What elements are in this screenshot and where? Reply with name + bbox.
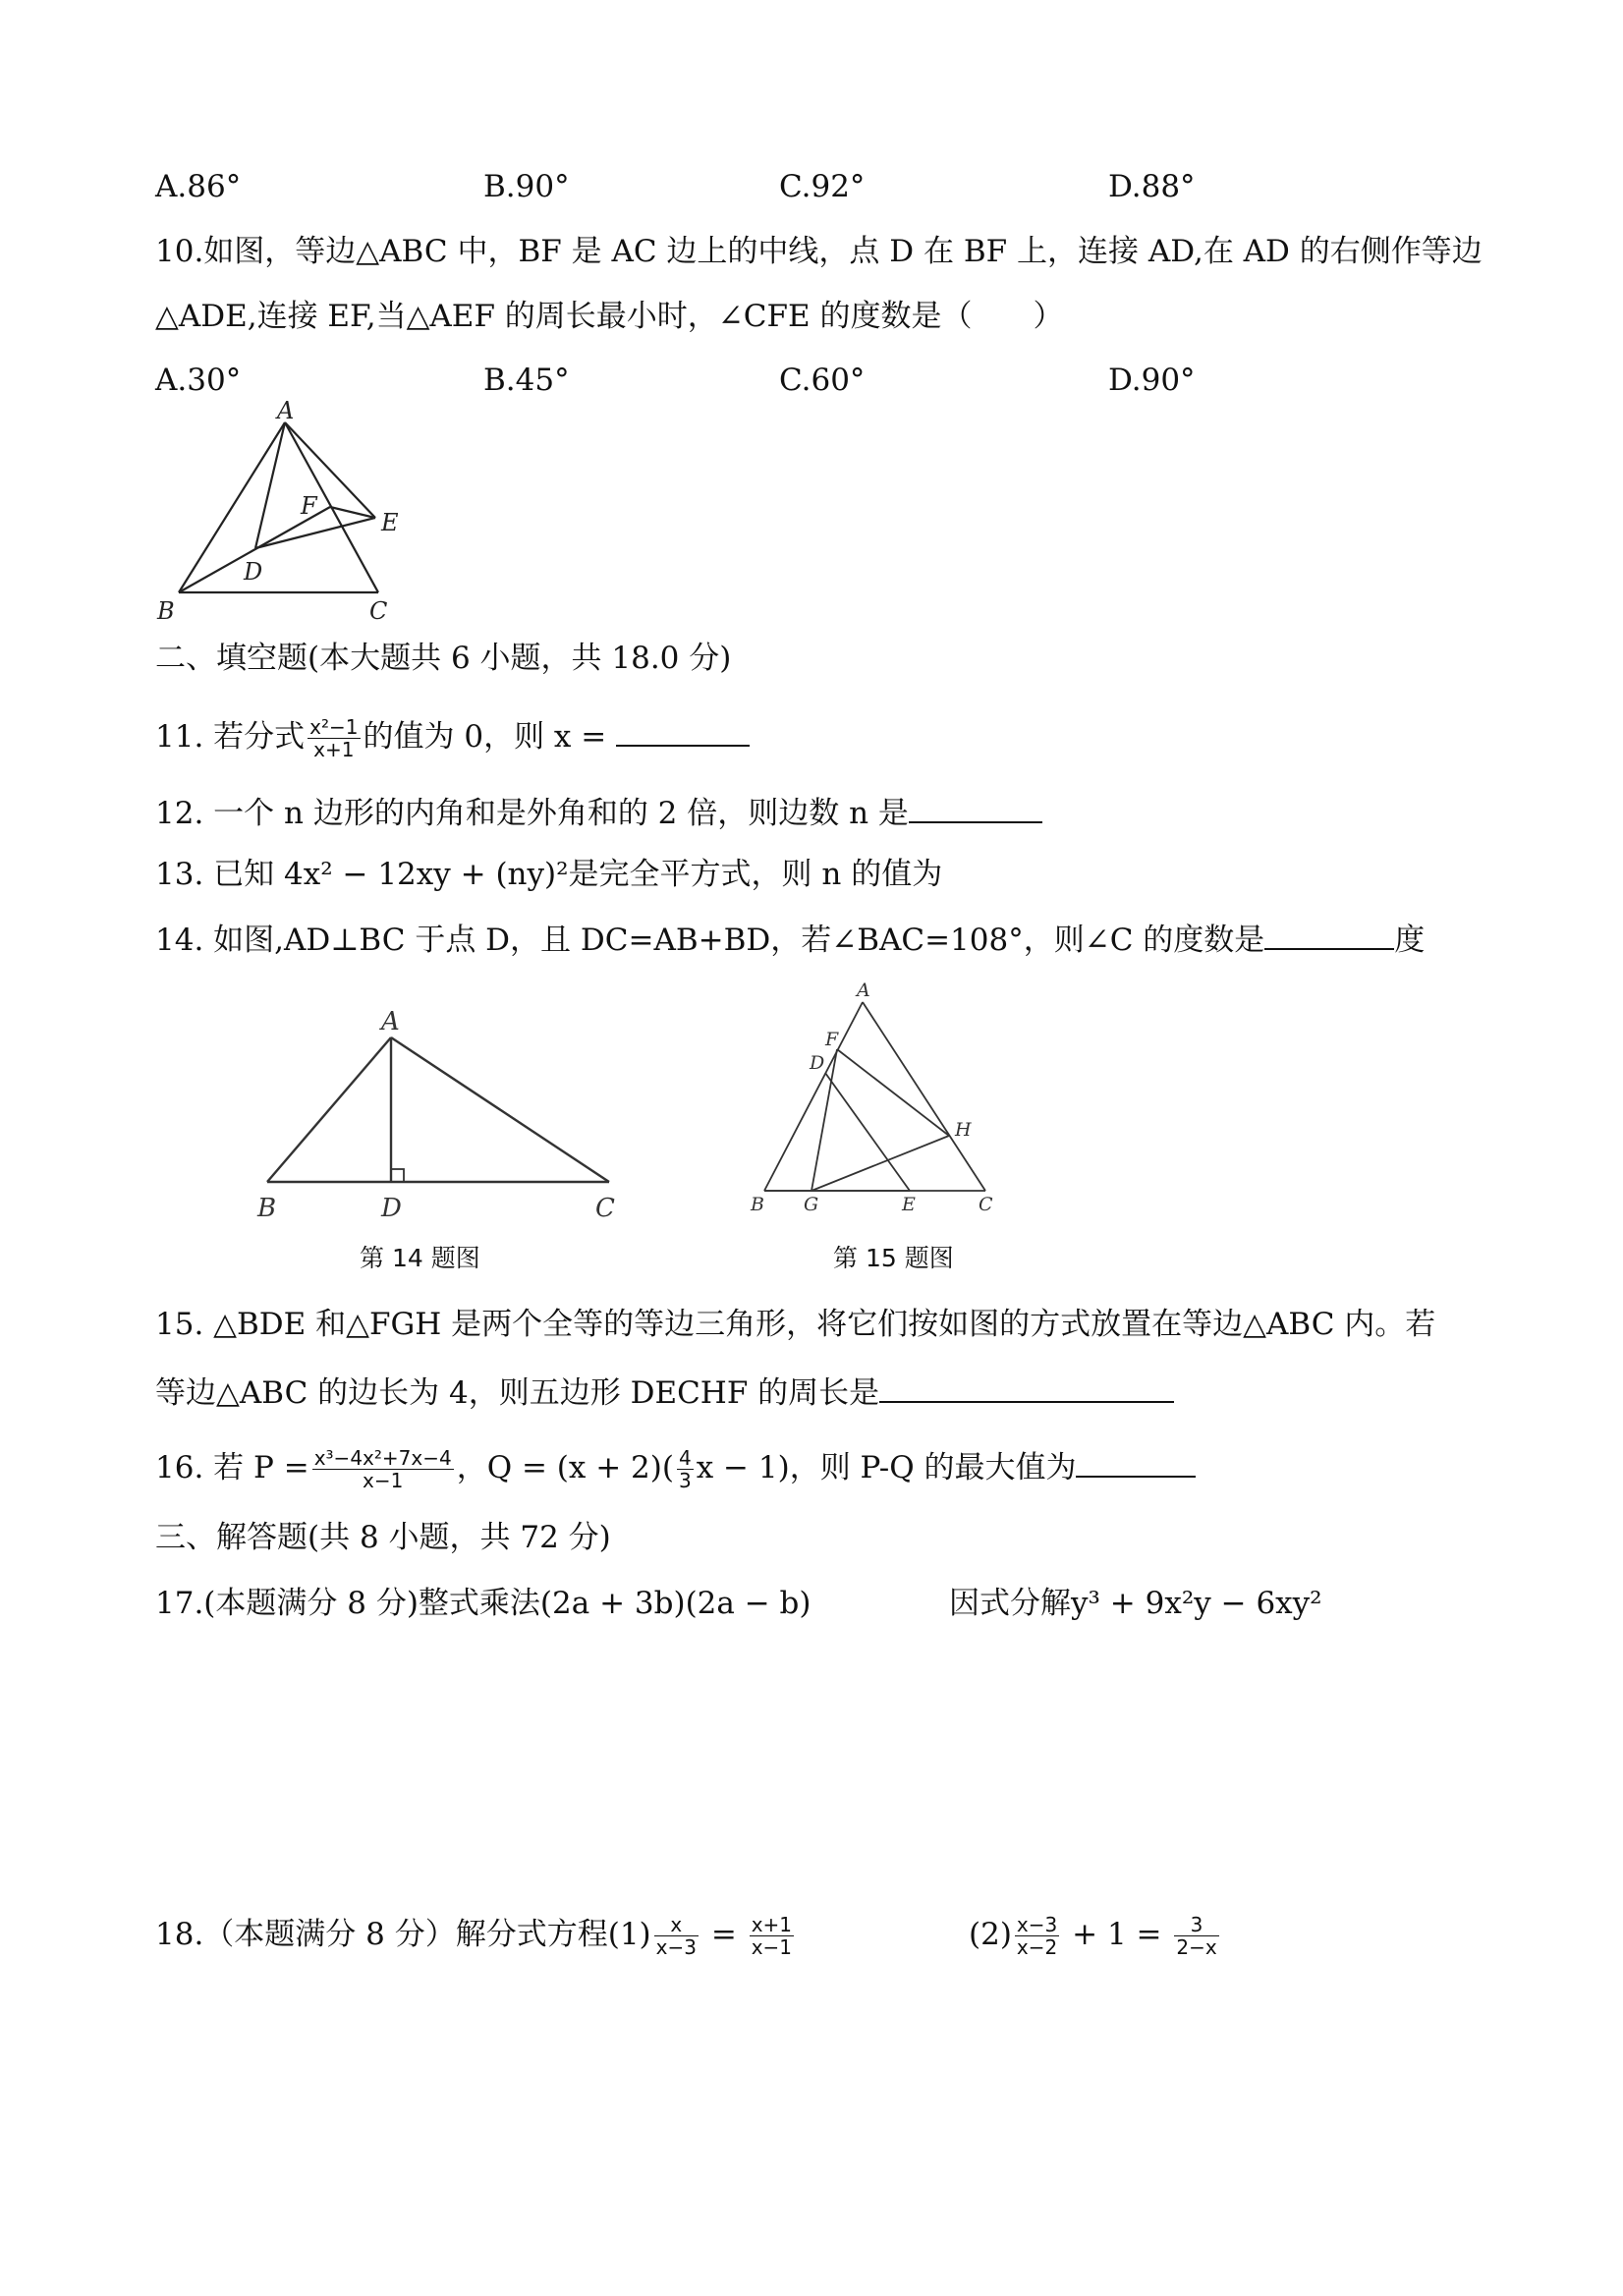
label-d: D [810,1052,825,1074]
q16-q-fraction [677,1447,694,1491]
label-a: A [381,1007,400,1036]
q11-fraction [308,716,360,760]
q16-prefix: 16. 若 P = [155,1450,309,1485]
label-c: C [595,1194,615,1223]
label-b: B [157,597,175,625]
q18-part-2 [969,1914,1222,1958]
right-angle-mark [391,1169,404,1182]
segment-ab [764,1002,863,1191]
q9-option-b: B.90° [483,169,570,204]
q11-answer-blank[interactable] [616,715,750,747]
q11-numerator: x²−1 [309,715,359,739]
q10-text-line1: 10.如图，等边△ABC 中，BF 是 AC 边上的中线，点 D 在 BF 上，连接 AD,在 AD 的右侧作等边 [155,234,1483,269]
q15 [155,1372,1174,1413]
label-b: B [257,1194,277,1223]
q18-eq1-equals: = [710,1917,737,1952]
q18-eq1-right-denominator: x−1 [751,1935,793,1959]
q15-text-line1: 15. △BDE 和△FGH 是两个全等的等边三角形，将它们按如图的方式放置在等边△ABC 内。若 [155,1307,1436,1342]
figure-15-caption: 第 15 题图 [833,1244,954,1272]
q13-text: 13. 已知 4x² − 12xy + (ny)²是完全平方式，则 n 的值为 [155,857,943,892]
q16-p-numerator: x³−4x²+7x−4 [313,1446,452,1470]
q18-part-2-label: (2) [969,1917,1012,1952]
segment-de [825,1073,910,1191]
label-b: B [751,1194,764,1215]
label-d: D [244,558,263,586]
q16-after: x − 1)，则 P-Q 的最大值为 [696,1450,1077,1485]
section-3-heading: 三、解答题(共 8 小题，共 72 分) [155,1520,611,1555]
q18-eq1-left-numerator: x [654,1914,699,1936]
label-e: E [902,1194,916,1215]
q16-p-fraction [312,1447,454,1491]
label-h: H [955,1119,972,1141]
segment-ac [391,1037,609,1182]
segment-gh [812,1136,949,1191]
q18-eq2-right-numerator: 3 [1174,1914,1218,1936]
q14-suffix: 度 [1394,923,1426,958]
q17-part-1: 17.(本题满分 8 分)整式乘法(2a + 3b)(2a − b) [155,1586,812,1621]
q10-option-c: C.60° [779,363,866,398]
q14 [155,919,1425,960]
segment-fh [837,1049,949,1136]
q18-eq1-left-fraction [654,1914,699,1958]
label-f: F [825,1029,839,1050]
q18-eq2-right-fraction [1174,1914,1218,1958]
q16 [155,1446,1196,1491]
q18-eq2-left-fraction [1015,1914,1059,1958]
q10-option-b: B.45° [483,363,570,398]
segment-ab [267,1037,391,1182]
q9-option-d: D.88° [1108,169,1196,204]
q11-denominator: x+1 [313,738,355,761]
q14-text: 14. 如图,AD⊥BC 于点 D，且 DC=AB+BD，若∠BAC=108°，则∠C 的度数是 [155,923,1265,958]
label-e: E [381,509,399,536]
label-a: A [277,397,295,424]
section-2-heading: 二、填空题(本大题共 6 小题，共 18.0 分) [155,641,732,676]
q18-eq2-left-denominator: x−2 [1016,1935,1058,1959]
q18-eq2-left-numerator: x−3 [1016,1913,1058,1936]
q17-part-2: 因式分解y³ + 9x²y − 6xy² [949,1586,1322,1621]
q18-prefix: 18.（本题满分 8 分）解分式方程(1) [155,1917,651,1952]
q10-option-a: A.30° [155,363,242,398]
q15-answer-blank[interactable] [879,1372,1174,1403]
q16-p-denominator: x−1 [363,1469,404,1492]
segment-ab [179,422,285,592]
label-c: C [979,1194,993,1215]
q10-text-line2: △ADE,连接 EF,当△AEF 的周长最小时，∠CFE 的度数是（ ） [155,299,1064,334]
segment-de [255,518,375,548]
q12-text: 12. 一个 n 边形的内角和是外角和的 2 倍，则边数 n 是 [155,796,909,831]
q14-answer-blank[interactable] [1264,919,1394,950]
q18-eq1-right-numerator: x+1 [751,1913,793,1936]
q16-mid: ，Q = (x + 2)( [456,1450,674,1485]
label-d: D [381,1194,402,1223]
q18-eq1-left-denominator: x−3 [655,1935,697,1959]
figure-14-caption: 第 14 题图 [360,1244,480,1272]
q18 [155,1914,797,1958]
q11-suffix: 的值为 0，则 x = [363,719,607,755]
q10-figure [157,397,413,625]
label-c: C [369,597,388,625]
label-a: A [857,980,870,1001]
q15-text-line2: 等边△ABC 的边长为 4，则五边形 DECHF 的周长是 [155,1375,880,1411]
q18-eq1-right-fraction [750,1914,794,1958]
figure-14 [246,1002,619,1223]
q11 [155,715,750,760]
segment-ad [255,422,285,548]
figure-15 [747,982,1002,1218]
q12 [155,792,1042,833]
q16-answer-blank[interactable] [1076,1446,1196,1478]
q16-q-numerator: 4 [678,1446,692,1470]
q11-prefix: 11. 若分式 [155,719,306,755]
label-g: G [804,1194,819,1215]
q9-option-c: C.92° [779,169,866,204]
q12-answer-blank[interactable] [909,792,1042,823]
q9-option-a: A.86° [155,169,242,204]
q18-eq2-mid: + 1 = [1072,1917,1162,1952]
q10-option-d: D.90° [1108,363,1196,398]
q16-q-denominator: 3 [678,1469,692,1492]
q18-eq2-right-denominator: 2−x [1176,1935,1217,1959]
label-f: F [301,492,317,520]
